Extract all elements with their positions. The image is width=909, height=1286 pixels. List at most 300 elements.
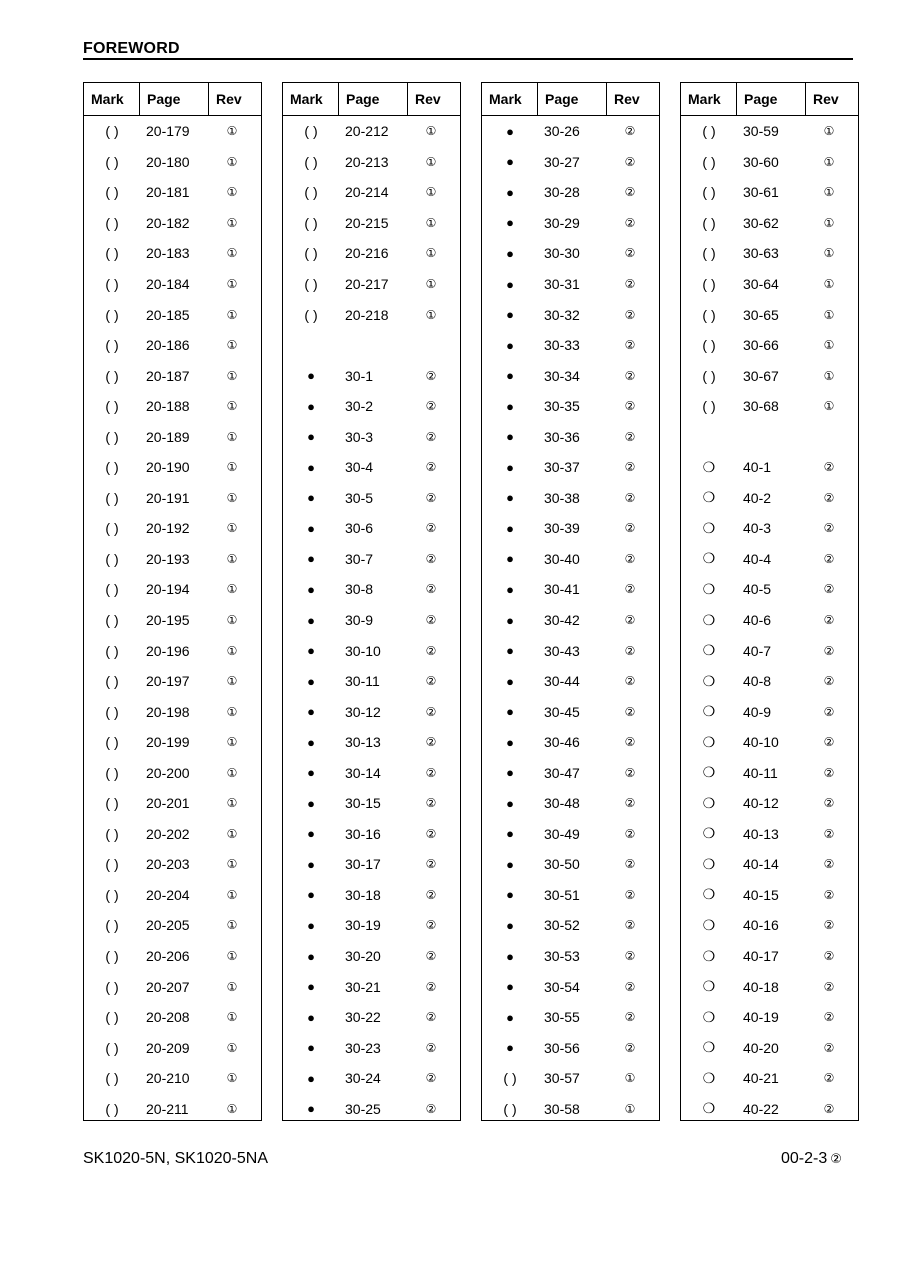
row-mark: ( ) bbox=[105, 184, 119, 201]
table-row bbox=[681, 177, 858, 208]
row-mark: ● bbox=[506, 643, 514, 659]
row-page: 20-187 bbox=[146, 367, 190, 384]
table-row bbox=[84, 941, 261, 972]
row-rev: ② bbox=[624, 307, 636, 322]
row-rev: ② bbox=[425, 551, 437, 566]
row-rev: ② bbox=[823, 887, 835, 902]
row-rev: ② bbox=[425, 887, 437, 902]
row-rev: ② bbox=[425, 1101, 437, 1116]
row-mark: ( ) bbox=[105, 978, 119, 995]
table-row bbox=[84, 788, 261, 819]
table-row bbox=[283, 269, 460, 300]
row-page: 30-37 bbox=[544, 459, 580, 476]
table-row bbox=[84, 971, 261, 1002]
row-page: 40-12 bbox=[743, 795, 779, 812]
row-rev: ② bbox=[823, 460, 835, 475]
row-page: 30-42 bbox=[544, 612, 580, 629]
row-page: 20-197 bbox=[146, 673, 190, 690]
row-rev: ② bbox=[624, 674, 636, 689]
row-mark: ( ) bbox=[702, 184, 716, 201]
row-rev: ② bbox=[823, 826, 835, 841]
row-page: 40-6 bbox=[743, 612, 772, 629]
table-row bbox=[283, 360, 460, 391]
row-mark: ● bbox=[307, 734, 315, 750]
row-mark: ❍ bbox=[702, 672, 716, 689]
row-mark: ( ) bbox=[105, 1100, 119, 1117]
row-page: 40-14 bbox=[743, 856, 779, 873]
table-row bbox=[283, 177, 460, 208]
row-rev: ① bbox=[226, 582, 238, 597]
table-row bbox=[681, 757, 858, 788]
row-mark: ● bbox=[307, 1040, 315, 1056]
row-page: 30-45 bbox=[544, 703, 580, 720]
table-header bbox=[681, 83, 858, 116]
row-mark: ● bbox=[307, 1101, 315, 1117]
row-mark: ( ) bbox=[105, 856, 119, 873]
row-rev: ① bbox=[226, 124, 238, 139]
row-rev: ② bbox=[425, 979, 437, 994]
table-row bbox=[482, 635, 659, 666]
row-mark: ❍ bbox=[702, 825, 716, 842]
row-mark: ● bbox=[506, 948, 514, 964]
row-mark: ( ) bbox=[105, 886, 119, 903]
row-mark: ● bbox=[506, 184, 514, 200]
table-row bbox=[681, 819, 858, 850]
row-page: 30-51 bbox=[544, 886, 580, 903]
row-mark: ❍ bbox=[702, 703, 716, 720]
row-rev: ① bbox=[226, 368, 238, 383]
row-page: 30-5 bbox=[345, 489, 374, 506]
table-row bbox=[482, 941, 659, 972]
row-mark: ( ) bbox=[702, 245, 716, 262]
row-rev: ① bbox=[226, 521, 238, 536]
row-mark: ● bbox=[307, 826, 315, 842]
row-rev: ② bbox=[823, 796, 835, 811]
row-mark: ● bbox=[506, 612, 514, 628]
row-rev: ① bbox=[823, 307, 835, 322]
header-rule bbox=[83, 58, 853, 60]
row-mark: ● bbox=[307, 673, 315, 689]
row-mark: ❍ bbox=[702, 1039, 716, 1056]
table-row bbox=[482, 360, 659, 391]
table-row bbox=[283, 299, 460, 330]
row-page: 40-15 bbox=[743, 886, 779, 903]
row-mark: ( ) bbox=[702, 276, 716, 292]
row-page: 40-18 bbox=[743, 978, 779, 995]
row-mark: ❍ bbox=[702, 458, 716, 475]
row-mark: ● bbox=[506, 215, 514, 231]
table-row bbox=[482, 880, 659, 911]
row-rev: ① bbox=[226, 796, 238, 811]
table-row bbox=[283, 849, 460, 880]
table-row bbox=[681, 574, 858, 605]
table-row bbox=[283, 116, 460, 147]
row-rev: ② bbox=[823, 979, 835, 994]
table-row bbox=[482, 483, 659, 514]
table-row bbox=[283, 1002, 460, 1033]
row-mark: ● bbox=[307, 551, 315, 567]
row-page: 30-21 bbox=[345, 978, 381, 995]
row-page: 30-22 bbox=[345, 1009, 381, 1026]
table-body bbox=[84, 116, 261, 1124]
row-mark: ● bbox=[307, 1070, 315, 1086]
table-row bbox=[681, 544, 858, 575]
row-page: 20-208 bbox=[146, 1009, 190, 1026]
row-page: 30-6 bbox=[345, 520, 374, 537]
row-mark: ( ) bbox=[702, 153, 716, 170]
row-rev: ① bbox=[823, 277, 835, 291]
row-rev: ① bbox=[823, 124, 835, 139]
row-page: 30-1 bbox=[345, 367, 374, 384]
row-page: 30-31 bbox=[544, 276, 580, 292]
row-mark: ● bbox=[506, 551, 514, 567]
row-mark: ● bbox=[506, 704, 514, 720]
row-page: 20-204 bbox=[146, 886, 190, 903]
row-page: 30-36 bbox=[544, 428, 580, 445]
table-row bbox=[84, 574, 261, 605]
table-row bbox=[283, 788, 460, 819]
row-mark: ❍ bbox=[702, 764, 716, 781]
row-mark: ● bbox=[506, 734, 514, 750]
table-row bbox=[482, 147, 659, 178]
table-row bbox=[283, 635, 460, 666]
row-page: 30-15 bbox=[345, 795, 381, 812]
table-body bbox=[681, 116, 858, 1124]
page-title: FOREWORD bbox=[83, 40, 180, 57]
row-rev: ① bbox=[226, 674, 238, 689]
row-mark: ❍ bbox=[702, 794, 716, 811]
row-mark: ( ) bbox=[702, 398, 716, 415]
row-mark: ❍ bbox=[702, 978, 716, 995]
table-row bbox=[681, 696, 858, 727]
row-mark: ( ) bbox=[702, 123, 716, 140]
footer-page-ref bbox=[781, 1150, 842, 1168]
row-page: 30-20 bbox=[345, 948, 381, 965]
table-row bbox=[482, 819, 659, 850]
table-row bbox=[84, 483, 261, 514]
row-page: 30-57 bbox=[544, 1070, 580, 1087]
row-page: 20-214 bbox=[345, 184, 389, 201]
row-rev: ② bbox=[624, 277, 636, 291]
table-row-blank bbox=[283, 330, 460, 361]
row-page: 20-215 bbox=[345, 214, 389, 231]
row-rev: ② bbox=[823, 1010, 835, 1025]
table-row bbox=[84, 544, 261, 575]
row-page: 30-33 bbox=[544, 337, 580, 354]
row-mark: ❍ bbox=[702, 916, 716, 933]
row-rev: ① bbox=[226, 918, 238, 933]
row-page: 30-17 bbox=[345, 856, 381, 873]
row-rev: ① bbox=[226, 1040, 238, 1055]
row-rev: ① bbox=[226, 551, 238, 566]
row-mark: ( ) bbox=[105, 337, 119, 354]
row-page: 30-2 bbox=[345, 398, 374, 415]
row-rev: ② bbox=[624, 215, 636, 230]
row-rev: ② bbox=[823, 582, 835, 597]
table-row bbox=[681, 116, 858, 147]
revision-table-3 bbox=[481, 82, 660, 1121]
row-mark: ( ) bbox=[105, 276, 119, 292]
row-mark: ( ) bbox=[304, 276, 318, 292]
table-row bbox=[84, 696, 261, 727]
row-page: 30-49 bbox=[544, 825, 580, 842]
row-mark: ( ) bbox=[105, 123, 119, 140]
table-row bbox=[681, 1032, 858, 1063]
row-page: 20-217 bbox=[345, 276, 389, 292]
row-mark: ● bbox=[506, 856, 514, 872]
table-row bbox=[482, 452, 659, 483]
row-page: 20-179 bbox=[146, 123, 190, 140]
row-page: 20-185 bbox=[146, 306, 190, 323]
row-mark: ( ) bbox=[105, 1009, 119, 1026]
row-mark: ● bbox=[506, 368, 514, 384]
table-row bbox=[681, 910, 858, 941]
table-row bbox=[84, 513, 261, 544]
row-page: 30-4 bbox=[345, 459, 374, 476]
row-page: 20-211 bbox=[146, 1100, 189, 1117]
row-mark: ( ) bbox=[105, 703, 119, 720]
row-mark: ● bbox=[506, 795, 514, 811]
row-rev: ① bbox=[226, 979, 238, 994]
row-rev: ① bbox=[226, 704, 238, 719]
row-mark: ● bbox=[506, 276, 514, 292]
row-rev: ② bbox=[624, 643, 636, 658]
row-mark: ( ) bbox=[702, 337, 716, 354]
table-row bbox=[84, 757, 261, 788]
row-page: 30-52 bbox=[544, 917, 580, 934]
row-mark: ● bbox=[506, 673, 514, 689]
revision-table-4 bbox=[680, 82, 859, 1121]
row-rev: ① bbox=[823, 399, 835, 414]
row-rev: ② bbox=[823, 735, 835, 750]
row-rev: ② bbox=[624, 765, 636, 780]
row-page: 20-184 bbox=[146, 276, 190, 292]
table-row bbox=[482, 696, 659, 727]
row-page: 20-196 bbox=[146, 642, 190, 659]
table-row bbox=[283, 574, 460, 605]
row-mark: ❍ bbox=[702, 1069, 716, 1086]
row-page: 20-189 bbox=[146, 428, 190, 445]
row-mark: ● bbox=[307, 459, 315, 475]
row-page: 20-201 bbox=[146, 795, 190, 812]
row-mark: ( ) bbox=[105, 917, 119, 934]
row-page: 30-23 bbox=[345, 1039, 381, 1056]
row-page: 20-180 bbox=[146, 153, 190, 170]
row-rev: ② bbox=[624, 735, 636, 750]
row-rev: ① bbox=[823, 368, 835, 383]
row-mark: ❍ bbox=[702, 1008, 716, 1025]
table-row bbox=[84, 208, 261, 239]
row-page: 20-202 bbox=[146, 825, 190, 842]
row-mark: ❍ bbox=[702, 580, 716, 597]
table-row bbox=[482, 849, 659, 880]
row-mark: ( ) bbox=[503, 1100, 517, 1117]
row-rev: ② bbox=[624, 490, 636, 505]
row-page: 20-186 bbox=[146, 337, 190, 354]
row-rev: ② bbox=[425, 674, 437, 689]
row-rev: ② bbox=[624, 887, 636, 902]
table-row bbox=[681, 1094, 858, 1125]
row-rev: ① bbox=[823, 338, 835, 353]
table-row bbox=[283, 727, 460, 758]
table-row bbox=[84, 391, 261, 422]
row-page: 40-22 bbox=[743, 1100, 779, 1117]
row-page: 30-3 bbox=[345, 428, 374, 445]
row-rev: ① bbox=[226, 1071, 238, 1086]
row-page: 20-182 bbox=[146, 214, 190, 231]
row-rev: ② bbox=[624, 521, 636, 536]
table-row bbox=[482, 757, 659, 788]
table-row bbox=[283, 208, 460, 239]
table-row bbox=[681, 788, 858, 819]
row-rev: ② bbox=[624, 704, 636, 719]
row-rev: ② bbox=[425, 582, 437, 597]
row-rev: ① bbox=[226, 185, 238, 200]
row-page: 30-25 bbox=[345, 1100, 381, 1117]
table-row bbox=[283, 147, 460, 178]
row-rev: ① bbox=[823, 154, 835, 169]
header-mark: Mark bbox=[482, 83, 538, 115]
row-mark: ( ) bbox=[105, 367, 119, 384]
row-mark: ❍ bbox=[702, 1100, 716, 1117]
row-page: 30-30 bbox=[544, 245, 580, 262]
row-page: 20-198 bbox=[146, 703, 190, 720]
row-page: 30-14 bbox=[345, 764, 381, 781]
row-mark: ❍ bbox=[702, 886, 716, 903]
row-mark: ( ) bbox=[105, 489, 119, 506]
row-page: 30-66 bbox=[743, 337, 779, 354]
row-rev: ② bbox=[425, 796, 437, 811]
row-mark: ● bbox=[307, 520, 315, 536]
table-row bbox=[283, 391, 460, 422]
row-page: 30-40 bbox=[544, 550, 580, 567]
row-rev: ① bbox=[425, 246, 437, 261]
row-rev: ① bbox=[226, 765, 238, 780]
row-mark: ● bbox=[506, 459, 514, 475]
row-page: 30-64 bbox=[743, 276, 779, 292]
table-row bbox=[84, 360, 261, 391]
row-page: 40-8 bbox=[743, 673, 772, 690]
row-rev: ① bbox=[425, 154, 437, 169]
table-row bbox=[482, 269, 659, 300]
header-mark: Mark bbox=[283, 83, 339, 115]
row-mark: ( ) bbox=[105, 1039, 119, 1056]
row-rev: ① bbox=[624, 1071, 636, 1086]
row-mark: ( ) bbox=[304, 123, 318, 140]
row-page: 30-59 bbox=[743, 123, 779, 140]
row-rev: ① bbox=[226, 857, 238, 872]
header-rev: Rev bbox=[614, 91, 640, 107]
table-row bbox=[482, 544, 659, 575]
table-row bbox=[84, 819, 261, 850]
row-page: 30-10 bbox=[345, 642, 381, 659]
row-mark: ● bbox=[307, 887, 315, 903]
row-mark: ● bbox=[506, 1009, 514, 1025]
row-mark: ( ) bbox=[105, 795, 119, 812]
table-header bbox=[283, 83, 460, 116]
table-row bbox=[482, 971, 659, 1002]
table-row bbox=[283, 605, 460, 636]
row-mark: ● bbox=[307, 765, 315, 781]
row-rev: ② bbox=[823, 765, 835, 780]
row-mark: ● bbox=[506, 581, 514, 597]
row-mark: ( ) bbox=[105, 153, 119, 170]
row-mark: ❍ bbox=[702, 947, 716, 964]
row-rev: ① bbox=[226, 1101, 238, 1116]
row-page: 30-62 bbox=[743, 214, 779, 231]
row-rev: ① bbox=[226, 460, 238, 475]
row-mark: ● bbox=[307, 948, 315, 964]
row-mark: ( ) bbox=[304, 214, 318, 231]
row-rev: ① bbox=[226, 338, 238, 353]
row-rev: ② bbox=[823, 613, 835, 628]
row-mark: ( ) bbox=[105, 581, 119, 598]
table-row bbox=[482, 116, 659, 147]
table-row bbox=[283, 238, 460, 269]
table-row bbox=[84, 116, 261, 147]
row-page: 40-21 bbox=[743, 1070, 779, 1087]
row-mark: ● bbox=[307, 795, 315, 811]
row-mark: ( ) bbox=[105, 306, 119, 323]
row-rev: ① bbox=[226, 429, 238, 444]
row-rev: ② bbox=[823, 643, 835, 658]
table-row bbox=[482, 1002, 659, 1033]
row-page: 20-210 bbox=[146, 1070, 190, 1087]
row-mark: ● bbox=[506, 520, 514, 536]
row-mark: ● bbox=[506, 429, 514, 445]
row-rev: ② bbox=[425, 1010, 437, 1025]
row-mark: ( ) bbox=[503, 1070, 517, 1087]
table-row bbox=[283, 1063, 460, 1094]
table-row bbox=[482, 330, 659, 361]
header-page: Page bbox=[538, 83, 607, 115]
table-row bbox=[84, 727, 261, 758]
row-page: 40-2 bbox=[743, 489, 772, 506]
row-mark: ● bbox=[307, 856, 315, 872]
row-mark: ● bbox=[307, 979, 315, 995]
row-mark: ● bbox=[506, 490, 514, 506]
table-row bbox=[84, 1032, 261, 1063]
row-mark: ● bbox=[307, 398, 315, 414]
row-page: 40-4 bbox=[743, 550, 772, 567]
table-row bbox=[681, 513, 858, 544]
row-rev: ② bbox=[624, 154, 636, 169]
table-row bbox=[84, 299, 261, 330]
row-page: 30-68 bbox=[743, 398, 779, 415]
row-rev: ② bbox=[425, 765, 437, 780]
row-rev: ① bbox=[226, 887, 238, 902]
table-row bbox=[681, 727, 858, 758]
table-row bbox=[283, 666, 460, 697]
row-page: 30-55 bbox=[544, 1009, 580, 1026]
table-row bbox=[482, 910, 659, 941]
row-page: 30-19 bbox=[345, 917, 381, 934]
row-mark: ● bbox=[506, 307, 514, 323]
row-mark: ● bbox=[307, 368, 315, 384]
table-header bbox=[482, 83, 659, 116]
row-rev: ① bbox=[226, 307, 238, 322]
table-row bbox=[681, 605, 858, 636]
row-mark: ❍ bbox=[702, 642, 716, 659]
row-page: 20-209 bbox=[146, 1039, 190, 1056]
row-rev: ② bbox=[425, 826, 437, 841]
row-mark: ● bbox=[506, 979, 514, 995]
row-rev: ① bbox=[823, 246, 835, 261]
row-page: 30-44 bbox=[544, 673, 580, 690]
row-page: 30-16 bbox=[345, 825, 381, 842]
row-rev: ② bbox=[823, 1071, 835, 1086]
row-rev: ② bbox=[624, 1040, 636, 1055]
